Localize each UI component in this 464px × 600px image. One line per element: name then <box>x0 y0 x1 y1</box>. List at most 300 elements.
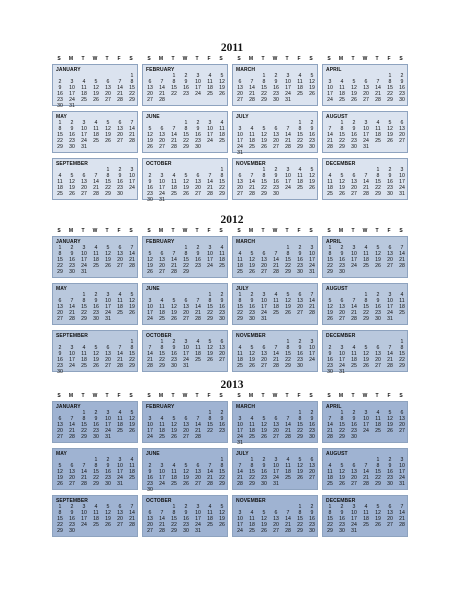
weekday-label: W <box>272 393 278 399</box>
day-number: 26 <box>339 191 345 197</box>
day-number: 16 <box>309 516 315 522</box>
day-number: 19 <box>363 357 369 363</box>
day-number: 4 <box>298 167 302 173</box>
day-number: 3 <box>82 120 86 126</box>
day-number: 30 <box>117 191 123 197</box>
day-number: 6 <box>160 126 164 132</box>
weekday-label: T <box>351 393 355 399</box>
day-number: 12 <box>183 469 189 475</box>
day-number: 17 <box>105 304 111 310</box>
day-number: 5 <box>310 73 314 79</box>
day-number: 12 <box>375 251 381 257</box>
day-number: 16 <box>183 85 189 91</box>
weekday-label: F <box>117 56 121 62</box>
day-number: 21 <box>375 91 381 97</box>
month-name: MAY <box>56 451 67 457</box>
day-number: 25 <box>195 357 201 363</box>
day-number: 10 <box>159 179 165 185</box>
weekday-label: T <box>195 393 199 399</box>
day-number: 4 <box>376 120 380 126</box>
day-number: 4 <box>376 410 380 416</box>
day-number: 12 <box>93 351 99 357</box>
day-number: 17 <box>237 522 243 528</box>
day-number: 12 <box>387 416 393 422</box>
day-number: 14 <box>399 510 405 516</box>
day-number: 15 <box>57 257 63 263</box>
day-number: 14 <box>129 510 135 516</box>
day-number: 11 <box>81 85 87 91</box>
day-number: 12 <box>57 469 63 475</box>
day-number: 28 <box>249 191 255 197</box>
day-number: 6 <box>220 339 224 345</box>
day-number: 28 <box>207 191 213 197</box>
day-number: 25 <box>207 522 213 528</box>
day-number: 25 <box>375 138 381 144</box>
day-number: 25 <box>327 481 333 487</box>
day-number: 15 <box>207 304 213 310</box>
weekday-label: F <box>297 393 301 399</box>
weekday-label: S <box>399 393 403 399</box>
day-number: 15 <box>105 179 111 185</box>
day-number: 19 <box>339 475 345 481</box>
day-number: 16 <box>339 516 345 522</box>
day-number: 28 <box>237 481 243 487</box>
weekday-label: S <box>129 228 133 234</box>
day-number: 8 <box>58 510 62 516</box>
day-number: 1 <box>388 73 392 79</box>
day-number: 16 <box>375 304 381 310</box>
day-number: 30 <box>57 369 63 375</box>
day-number: 23 <box>117 185 123 191</box>
day-number: 16 <box>69 132 75 138</box>
day-number: 12 <box>207 345 213 351</box>
month-name: SEPTEMBER <box>56 498 89 504</box>
day-number: 6 <box>262 345 266 351</box>
day-number: 15 <box>363 304 369 310</box>
month-name: AUGUST <box>326 114 348 120</box>
day-number: 20 <box>117 132 123 138</box>
day-number: 24 <box>285 91 291 97</box>
day-number: 17 <box>195 516 201 522</box>
day-number: 9 <box>298 251 302 257</box>
day-number: 31 <box>105 316 111 322</box>
day-number: 14 <box>69 304 75 310</box>
day-number: 6 <box>118 504 122 510</box>
day-number: 21 <box>147 357 153 363</box>
day-number: 15 <box>219 179 225 185</box>
day-number: 14 <box>207 179 213 185</box>
day-number: 25 <box>375 428 381 434</box>
day-number: 8 <box>286 251 290 257</box>
month-name: NOVEMBER <box>236 498 266 504</box>
month-april <box>322 401 408 443</box>
day-number: 6 <box>310 457 314 463</box>
weekday-label: S <box>129 393 133 399</box>
month-february <box>142 236 228 278</box>
day-number: 26 <box>351 97 357 103</box>
month-name: JULY <box>236 286 249 292</box>
day-number: 10 <box>363 126 369 132</box>
day-number: 14 <box>81 469 87 475</box>
day-number: 26 <box>219 91 225 97</box>
day-number: 10 <box>273 463 279 469</box>
day-number: 12 <box>93 85 99 91</box>
day-number: 31 <box>387 316 393 322</box>
day-number: 28 <box>69 316 75 322</box>
day-number: 14 <box>159 85 165 91</box>
day-number: 4 <box>274 292 278 298</box>
day-number: 15 <box>93 469 99 475</box>
day-number: 3 <box>70 345 74 351</box>
day-number: 15 <box>159 351 165 357</box>
day-number: 16 <box>57 91 63 97</box>
day-number: 23 <box>327 363 333 369</box>
day-number: 2 <box>58 79 62 85</box>
day-number: 18 <box>297 85 303 91</box>
day-number: 22 <box>261 91 267 97</box>
day-number: 10 <box>363 416 369 422</box>
day-number: 1 <box>184 120 188 126</box>
day-number: 7 <box>310 292 314 298</box>
day-number: 8 <box>376 173 380 179</box>
day-number: 29 <box>387 97 393 103</box>
day-number: 24 <box>327 97 333 103</box>
day-number: 15 <box>375 179 381 185</box>
day-number: 22 <box>297 428 303 434</box>
day-number: 22 <box>261 185 267 191</box>
day-number: 24 <box>309 357 315 363</box>
day-number: 11 <box>93 510 99 516</box>
day-number: 7 <box>196 298 200 304</box>
day-number: 17 <box>81 516 87 522</box>
day-number: 10 <box>285 173 291 179</box>
day-number: 30 <box>387 191 393 197</box>
day-number: 23 <box>339 263 345 269</box>
weekday-label: F <box>207 56 211 62</box>
day-number: 18 <box>273 304 279 310</box>
day-number: 5 <box>376 504 380 510</box>
day-number: 19 <box>351 91 357 97</box>
day-number: 25 <box>117 428 123 434</box>
day-number: 3 <box>310 339 314 345</box>
day-number: 14 <box>171 132 177 138</box>
day-number: 30 <box>93 434 99 440</box>
day-number: 28 <box>117 97 123 103</box>
weekday-label: M <box>68 393 74 399</box>
day-number: 30 <box>297 363 303 369</box>
day-number: 27 <box>387 263 393 269</box>
day-number: 17 <box>117 469 123 475</box>
day-number: 24 <box>147 316 153 322</box>
day-number: 3 <box>364 410 368 416</box>
day-number: 14 <box>93 179 99 185</box>
day-number: 24 <box>159 481 165 487</box>
day-number: 17 <box>339 357 345 363</box>
day-number: 13 <box>273 516 279 522</box>
day-number: 9 <box>184 79 188 85</box>
day-number: 11 <box>81 351 87 357</box>
day-number: 6 <box>364 79 368 85</box>
day-number: 20 <box>147 91 153 97</box>
month-days <box>233 75 319 106</box>
day-number: 2 <box>262 457 266 463</box>
day-number: 1 <box>286 339 290 345</box>
day-number: 1 <box>130 73 134 79</box>
day-number: 22 <box>327 263 333 269</box>
month-days <box>143 167 229 203</box>
day-number: 25 <box>93 263 99 269</box>
month-january <box>52 236 138 278</box>
day-number: 28 <box>285 528 291 534</box>
day-number: 9 <box>148 179 152 185</box>
day-number: 27 <box>273 528 279 534</box>
day-number: 21 <box>285 138 291 144</box>
day-number: 29 <box>129 97 135 103</box>
day-number: 14 <box>285 132 291 138</box>
day-number: 18 <box>297 179 303 185</box>
day-number: 23 <box>147 481 153 487</box>
day-number: 9 <box>94 298 98 304</box>
month-december <box>322 158 408 200</box>
day-number: 15 <box>339 422 345 428</box>
day-number: 28 <box>363 191 369 197</box>
day-number: 7 <box>172 126 176 132</box>
day-number: 15 <box>285 351 291 357</box>
day-number: 16 <box>249 304 255 310</box>
day-number: 26 <box>171 434 177 440</box>
day-number: 3 <box>148 416 152 422</box>
day-number: 18 <box>399 304 405 310</box>
day-number: 11 <box>57 179 63 185</box>
day-number: 30 <box>147 487 153 493</box>
day-number: 14 <box>273 257 279 263</box>
day-number: 5 <box>352 79 356 85</box>
day-number: 15 <box>285 257 291 263</box>
day-number: 3 <box>274 457 278 463</box>
day-number: 12 <box>363 351 369 357</box>
day-number: 28 <box>159 528 165 534</box>
day-number: 31 <box>237 440 243 446</box>
day-number: 4 <box>130 457 134 463</box>
day-number: 7 <box>160 79 164 85</box>
day-number: 6 <box>184 416 188 422</box>
day-number: 19 <box>285 304 291 310</box>
day-number: 8 <box>160 345 164 351</box>
day-number: 21 <box>159 91 165 97</box>
day-number: 24 <box>105 428 111 434</box>
day-number: 5 <box>184 173 188 179</box>
day-number: 7 <box>286 126 290 132</box>
day-number: 11 <box>249 422 255 428</box>
day-number: 11 <box>351 351 357 357</box>
day-number: 2 <box>220 410 224 416</box>
day-number: 7 <box>388 345 392 351</box>
day-number: 25 <box>273 310 279 316</box>
day-number: 7 <box>250 173 254 179</box>
day-number: 1 <box>250 457 254 463</box>
day-number: 11 <box>399 298 405 304</box>
month-days <box>323 412 409 443</box>
day-number: 15 <box>375 469 381 475</box>
day-number: 4 <box>172 173 176 179</box>
weekday-label: F <box>387 228 391 234</box>
day-number: 9 <box>148 469 152 475</box>
day-number: 19 <box>129 304 135 310</box>
day-number: 30 <box>309 144 315 150</box>
day-number: 27 <box>195 191 201 197</box>
day-number: 22 <box>237 310 243 316</box>
month-days <box>53 339 139 375</box>
day-number: 8 <box>58 126 62 132</box>
day-number: 31 <box>183 363 189 369</box>
day-number: 18 <box>207 85 213 91</box>
day-number: 4 <box>250 416 254 422</box>
day-number: 13 <box>351 469 357 475</box>
day-number: 9 <box>352 126 356 132</box>
day-number: 9 <box>94 416 98 422</box>
day-number: 1 <box>82 292 86 298</box>
month-name: APRIL <box>326 239 342 245</box>
day-number: 16 <box>147 475 153 481</box>
day-number: 21 <box>93 185 99 191</box>
day-number: 10 <box>261 298 267 304</box>
day-number: 30 <box>57 103 63 109</box>
day-number: 2 <box>340 504 344 510</box>
day-number: 19 <box>105 516 111 522</box>
day-number: 5 <box>184 463 188 469</box>
day-number: 24 <box>159 191 165 197</box>
day-number: 29 <box>219 191 225 197</box>
weekday-label: T <box>195 228 199 234</box>
weekday-label: S <box>219 56 223 62</box>
day-number: 22 <box>285 263 291 269</box>
day-number: 17 <box>183 351 189 357</box>
day-number: 3 <box>328 79 332 85</box>
day-number: 18 <box>195 351 201 357</box>
day-number: 29 <box>297 528 303 534</box>
day-number: 17 <box>387 304 393 310</box>
day-number: 12 <box>285 298 291 304</box>
day-number: 26 <box>375 522 381 528</box>
day-number: 23 <box>69 263 75 269</box>
day-number: 23 <box>273 91 279 97</box>
day-number: 13 <box>117 126 123 132</box>
day-number: 25 <box>339 97 345 103</box>
day-number: 13 <box>195 469 201 475</box>
day-number: 11 <box>249 516 255 522</box>
day-number: 14 <box>387 351 393 357</box>
day-number: 1 <box>58 245 62 251</box>
month-days <box>143 122 229 153</box>
day-number: 26 <box>261 528 267 534</box>
day-number: 16 <box>69 257 75 263</box>
weekday-label: F <box>387 393 391 399</box>
day-number: 27 <box>117 522 123 528</box>
day-number: 11 <box>195 345 201 351</box>
day-number: 2 <box>196 120 200 126</box>
day-number: 19 <box>339 185 345 191</box>
day-number: 4 <box>118 292 122 298</box>
day-number: 25 <box>363 522 369 528</box>
day-number: 29 <box>219 481 225 487</box>
day-number: 27 <box>219 357 225 363</box>
day-number: 23 <box>351 428 357 434</box>
day-number: 9 <box>184 510 188 516</box>
day-number: 9 <box>376 298 380 304</box>
day-number: 8 <box>262 79 266 85</box>
weekday-label: S <box>147 393 151 399</box>
weekday-label: T <box>105 56 109 62</box>
day-number: 21 <box>117 91 123 97</box>
day-number: 1 <box>160 339 164 345</box>
day-number: 12 <box>327 304 333 310</box>
day-number: 24 <box>81 138 87 144</box>
day-number: 13 <box>147 516 153 522</box>
day-number: 20 <box>195 185 201 191</box>
weekday-label: W <box>182 393 188 399</box>
month-days <box>233 506 319 537</box>
day-number: 29 <box>57 269 63 275</box>
day-number: 15 <box>81 422 87 428</box>
day-number: 1 <box>82 410 86 416</box>
day-number: 6 <box>196 173 200 179</box>
day-number: 15 <box>327 516 333 522</box>
day-number: 22 <box>81 310 87 316</box>
day-number: 1 <box>130 339 134 345</box>
month-days <box>323 247 409 278</box>
day-number: 5 <box>262 416 266 422</box>
day-number: 8 <box>340 416 344 422</box>
day-number: 26 <box>387 428 393 434</box>
day-number: 25 <box>249 434 255 440</box>
day-number: 12 <box>309 79 315 85</box>
day-number: 30 <box>105 481 111 487</box>
day-number: 20 <box>237 91 243 97</box>
day-number: 20 <box>351 185 357 191</box>
day-number: 7 <box>250 79 254 85</box>
day-number: 14 <box>129 126 135 132</box>
day-number: 27 <box>351 481 357 487</box>
day-number: 3 <box>400 167 404 173</box>
day-number: 31 <box>285 97 291 103</box>
day-number: 29 <box>375 481 381 487</box>
day-number: 10 <box>195 510 201 516</box>
day-number: 25 <box>285 475 291 481</box>
day-number: 14 <box>285 516 291 522</box>
month-august <box>322 111 408 153</box>
day-number: 9 <box>388 463 392 469</box>
day-number: 2 <box>310 504 314 510</box>
day-number: 20 <box>273 428 279 434</box>
weekday-label: S <box>327 228 331 234</box>
day-number: 21 <box>195 310 201 316</box>
day-number: 27 <box>363 97 369 103</box>
day-number: 15 <box>327 257 333 263</box>
day-number: 17 <box>159 185 165 191</box>
day-number: 13 <box>105 85 111 91</box>
day-number: 30 <box>297 269 303 275</box>
day-number: 13 <box>57 304 63 310</box>
weekday-label: T <box>81 228 85 234</box>
month-days <box>233 459 319 490</box>
weekday-label: M <box>248 228 254 234</box>
month-june <box>142 448 228 493</box>
day-number: 27 <box>57 434 63 440</box>
day-number: 29 <box>297 144 303 150</box>
day-number: 28 <box>351 316 357 322</box>
day-number: 15 <box>219 469 225 475</box>
day-number: 3 <box>238 126 242 132</box>
